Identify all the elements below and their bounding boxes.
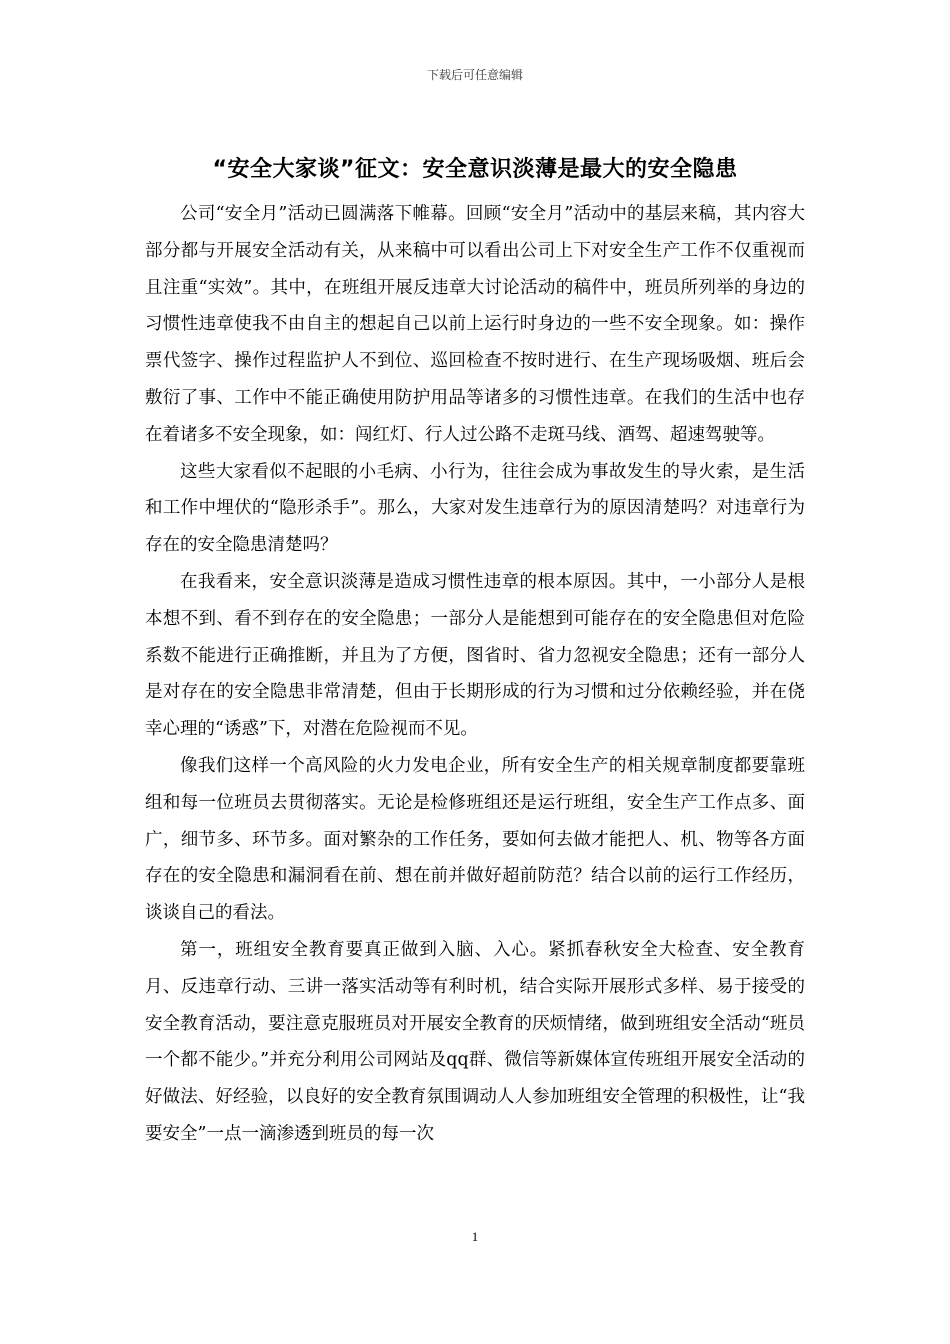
paragraph-1: 公司“安全月”活动已圆满落下帷幕。回顾“安全月”活动中的基层来稿，其内容大部分都与开展安全活动有关，从来稿中可以看出公司上下对安全生产工作不仅重视而且注重“实效”。其中，在班组开展反违章大讨论活动的稿件中，班员所列举的身边的习惯性违章使我不由自主的想起自己以前上运行时身边的一些不安全现象。如：操作票代签字、操作过程监护人不到位、巡回检查不按时进行、在生产现场吸烟、班后会敷衍了事、工作中不能正确使用防护用品等诸多的习惯性违章。在我们的生活中也存在着诸多不安全现象，如：闯红灯、行人过公路不走斑马线、酒驾、超速驾驶等。 [145,204,805,445]
document-title: “安全大家谈”征文：安全意识淡薄是最大的安全隐患 [212,157,738,182]
paragraph-2: 这些大家看似不起眼的小毛病、小行为，往往会成为事故发生的导火索，是生活和工作中埋伏的“隐形杀手”。那么，大家对发生违章行为的原因清楚吗？对违章行为存在的安全隐患清楚吗？ [145,461,805,556]
paragraph-3: 在我看来，安全意识淡薄是造成习惯性违章的根本原因。其中，一小部分人是根本想不到、看不到存在的安全隐患；一部分人是能想到可能存在的安全隐患但对危险系数不能进行正确推断，并且为了方便，图省时、省力忽视安全隐患；还有一部分人是对存在的安全隐患非常清楚，但由于长期形成的行为习惯和过分依赖经验，并在侥幸心理的“诱惑”下，对潜在危险视而不见。 [145,571,805,740]
page-number: 1 [471,1229,479,1244]
page-header-note: 下载后可任意编辑 [426,68,523,82]
document-body [145,196,805,1153]
paragraph-4: 像我们这样一个高风险的火力发电企业，所有安全生产的相关规章制度都要靠班组和每一位班员去贯彻落实。无论是检修班组还是运行班组，安全生产工作点多、面广，细节多、环节多。面对繁杂的工作任务，要如何去做才能把人、机、物等各方面存在的安全隐患和漏洞看在前、想在前并做好超前防范？结合以前的运行工作经历，谈谈自己的看法。 [145,755,805,924]
paragraph-5: 第一，班组安全教育要真正做到入脑、入心。紧抓春秋安全大检查、安全教育月、反违章行动、三讲一落实活动等有利时机，结合实际开展形式多样、易于接受的安全教育活动，要注意克服班员对开展安全教育的厌烦情绪，做到班组安全活动“班员一个都不能少。”并充分利用公司网站及qq群、微信等新媒体宣传班组开展安全活动的好做法、好经验，以良好的安全教育氛围调动人人参加班组安全管理的积极性，让“我要安全”一点一滴渗透到班员的每一次 [145,939,805,1144]
